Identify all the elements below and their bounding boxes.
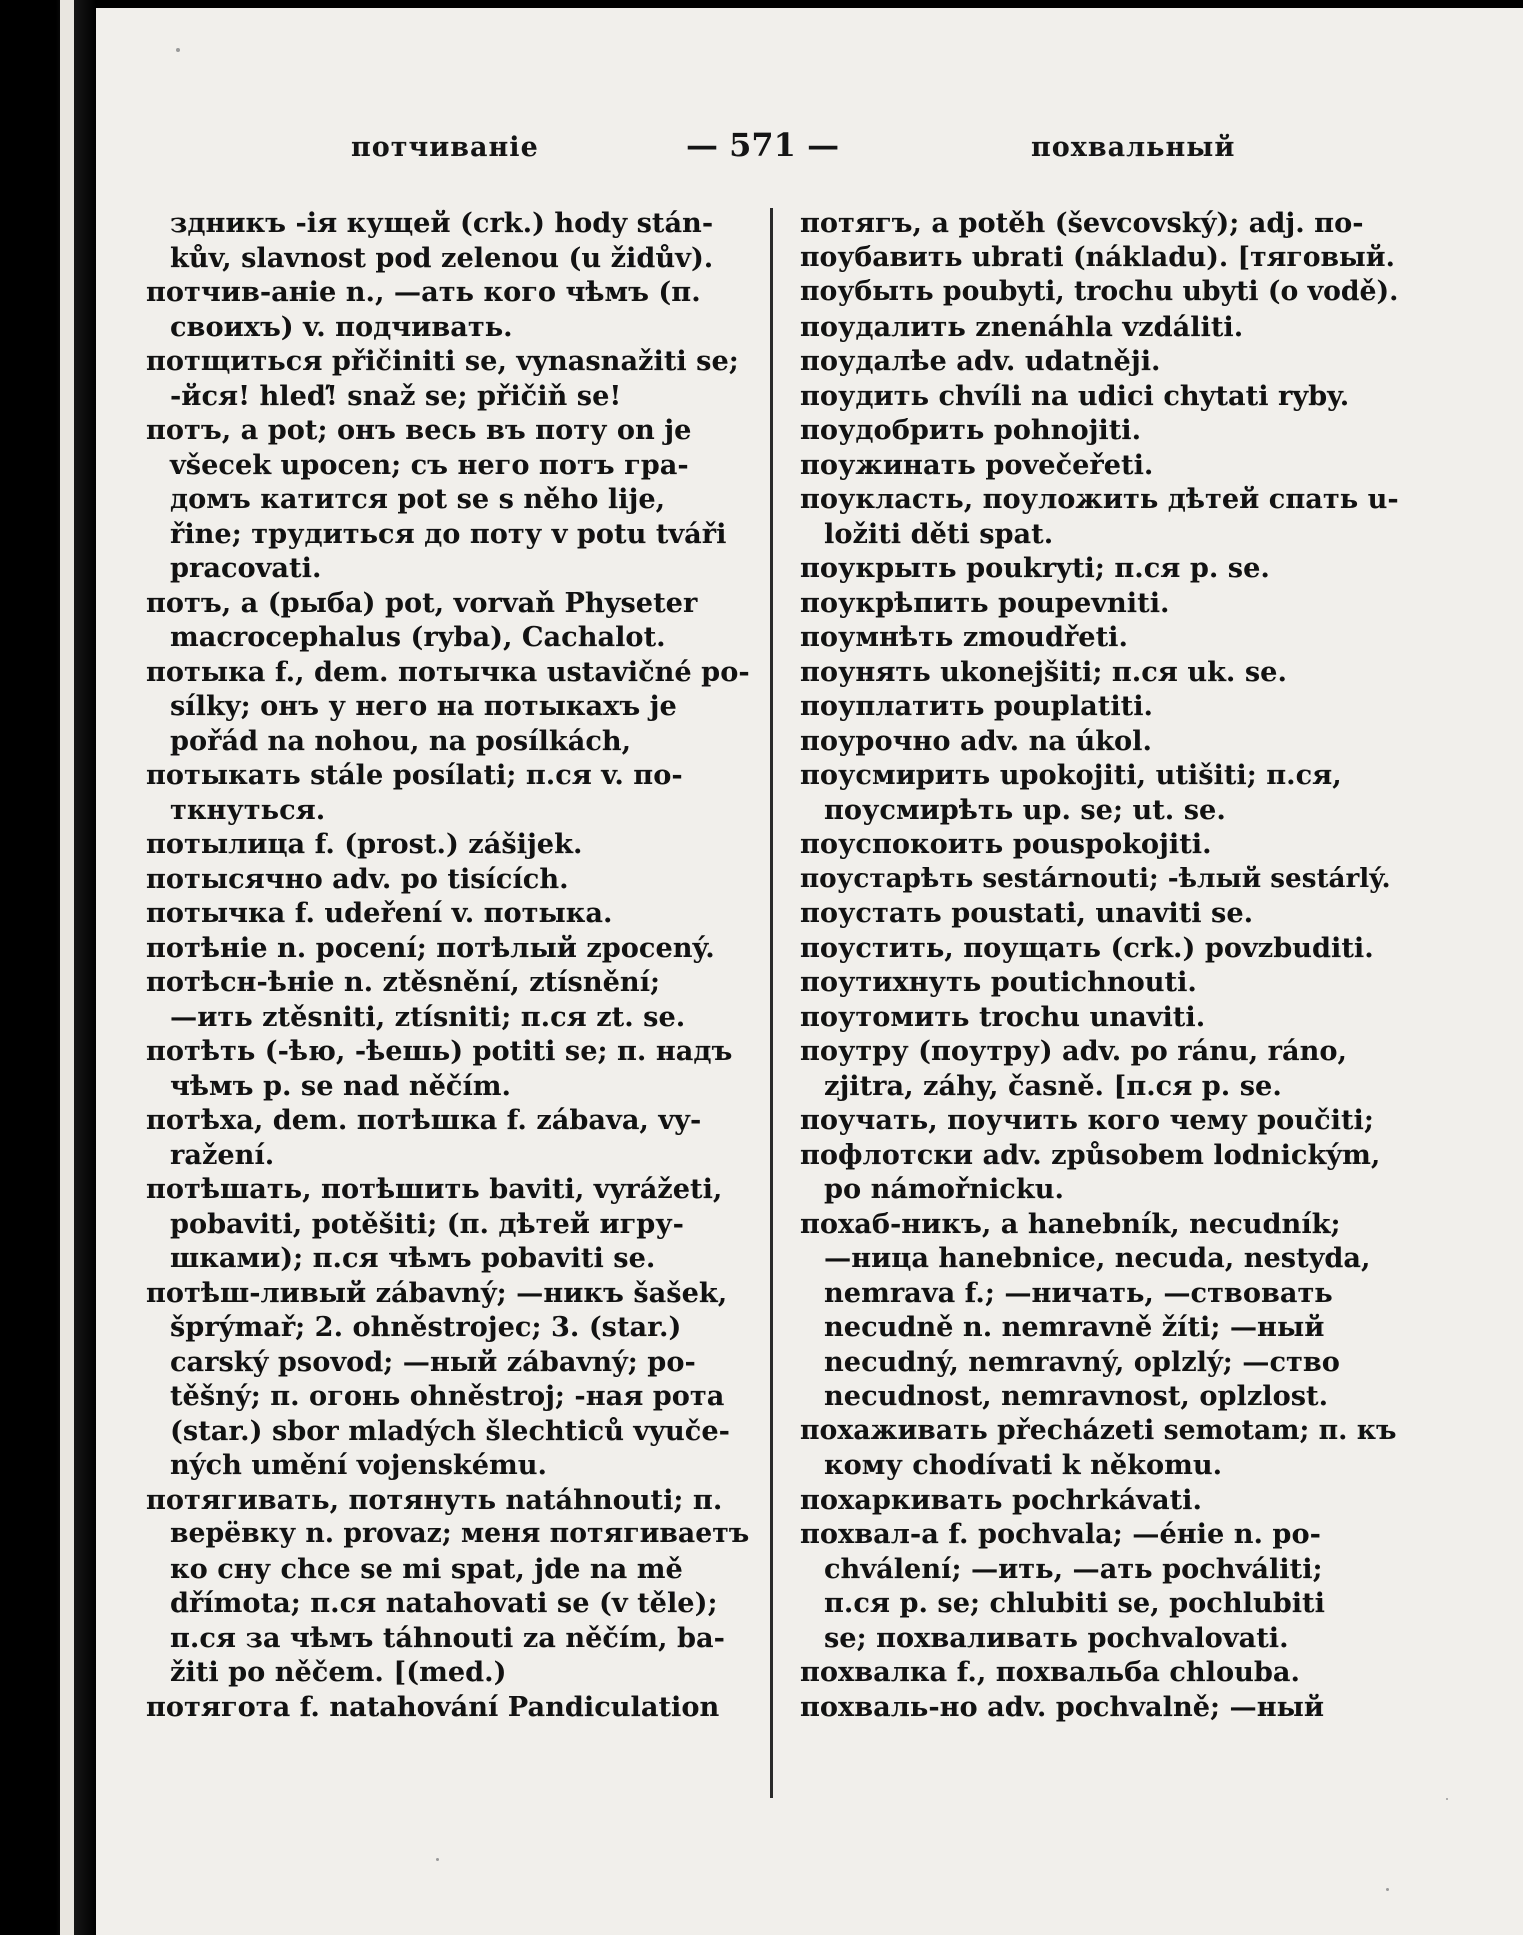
dictionary-line: těšný; п. огонь ohněstroj; -ная рота (170, 1380, 725, 1412)
dictionary-line: похаркивать pochrkávati. (800, 1483, 1202, 1516)
dictionary-line: ražení. (170, 1138, 275, 1171)
dictionary-line: ložiti děti spat. (824, 517, 1054, 550)
dictionary-line: похвалка f., похвальба chlouba. (800, 1656, 1300, 1688)
dictionary-line: чѣмъ p. se nad něčím. (170, 1069, 511, 1102)
dictionary-line: поутомить trochu unaviti. (800, 1000, 1206, 1033)
dictionary-line: потѣсн-ѣніе n. ztěsnění, ztísnění; (146, 966, 661, 998)
left-column (146, 206, 756, 1724)
dictionary-line: (star.) sbor mladých šlechticů vyuče- (170, 1414, 730, 1447)
dictionary-line: ткнуться. (170, 793, 326, 826)
dictionary-line: pobaviti, potěšiti; (п. дѣтей игру- (170, 1207, 684, 1240)
paper-speck (1386, 1888, 1389, 1891)
dictionary-line: поукрыть poukryti; п.ся p. se. (800, 552, 1270, 584)
dictionary-line: потычка f. udeření v. потыка. (146, 897, 613, 929)
book-spine-edge (0, 0, 96, 1935)
dictionary-line: se; похваливать pochvalovati. (824, 1621, 1289, 1654)
column-divider (770, 208, 773, 1798)
dictionary-line: поустить, поущать (crk.) povzbuditi. (800, 931, 1374, 964)
paper-speck (436, 1858, 439, 1861)
dictionary-line: nemrava f.; —ничать, —ствовать (824, 1276, 1333, 1309)
dictionary-line: похаживать přecházeti semotam; п. къ (800, 1414, 1397, 1446)
dictionary-line: řine; трудиться до поту v potu tváři (170, 517, 727, 550)
dictionary-page (96, 8, 1523, 1935)
dictionary-line: своихъ) v. подчивать. (170, 310, 513, 343)
dictionary-line: потщиться přičiniti se, vynasnažiti se; (146, 345, 739, 377)
running-head-left-word: потчиваніе (351, 132, 539, 163)
dictionary-line: потягивать, потянуть natáhnouti; п. (146, 1483, 723, 1516)
dictionary-line: п.ся за чѣмъ táhnouti za něčím, ba- (170, 1621, 725, 1654)
dictionary-line: kův, slavnost pod zelenou (u židův). (170, 241, 714, 274)
dictionary-line: macrocephalus (ryba), Cachalot. (170, 621, 666, 653)
dictionary-line: потчив-аніе n., —ать кого чѣмъ (п. (146, 276, 701, 308)
dictionary-line: поунять ukonejšiti; п.ся uk. se. (800, 655, 1287, 688)
dictionary-line: поустать poustati, unaviti se. (800, 897, 1254, 929)
dictionary-line: поубыть poubyti, trochu ubyti (o vodě). (800, 276, 1399, 307)
dictionary-line: потѣть (-ѣю, -ѣешь) potiti se; п. надъ (146, 1035, 733, 1067)
dictionary-line: necudně n. nemravně žíti; —ный (824, 1311, 1325, 1343)
dictionary-line: шками); п.ся чѣмъ pobaviti se. (170, 1242, 656, 1274)
dictionary-line: pracovati. (170, 552, 322, 584)
dictionary-line: поуспокоить pouspokojiti. (800, 828, 1212, 860)
dictionary-line: zjitra, záhy, časně. [п.ся p. se. (824, 1069, 1282, 1102)
dictionary-line: потягъ, a potěh (ševcovský); adj. по- (800, 207, 1364, 239)
dictionary-line: поудалѣе adv. udatněji. (800, 345, 1161, 377)
dictionary-line: домъ катится pot se s něho lije, (170, 483, 666, 515)
dictionary-line: carský psovod; —ный zábavný; po- (170, 1345, 696, 1378)
dictionary-line: поукласть, поуложить дѣтей спать u- (800, 483, 1399, 515)
dictionary-line: dřímota; п.ся natahovati se (v těle); (170, 1587, 718, 1619)
dictionary-line: -йся! hleď! snaž se; přičiň se! (170, 379, 622, 412)
running-head-right-word: похвальный (1031, 132, 1236, 163)
dictionary-line: šprýmař; 2. ohněstrojec; 3. (star.) (170, 1311, 682, 1343)
dictionary-line: поутихнуть poutichnouti. (800, 966, 1197, 998)
paper-speck (1446, 1798, 1448, 1800)
dictionary-line: поукрѣпить poupevniti. (800, 586, 1170, 619)
dictionary-line: поудалить znenáhla vzdáliti. (800, 310, 1244, 343)
dictionary-line: —ница hanebnice, necuda, nestyda, (824, 1242, 1371, 1274)
dictionary-line: поудобрить pohnojiti. (800, 414, 1142, 446)
dictionary-line: chválení; —ить, —ать pochváliti; (824, 1552, 1323, 1585)
dictionary-line: верёвку n. provaz; меня потягиваетъ (170, 1518, 750, 1549)
dictionary-line: sílky; онъ у него на потыкахъ je (170, 690, 677, 722)
dictionary-line: потѣніе n. pocení; потѣлый zpocený. (146, 931, 715, 964)
dictionary-line: поутру (поутру) adv. po ránu, ráno, (800, 1035, 1347, 1067)
dictionary-line: necudnost, nemravnost, oplzlost. (824, 1380, 1329, 1412)
dictionary-line: necudný, nemravný, oplzlý; —ство (824, 1345, 1340, 1378)
dictionary-line: поучать, поучить кого чему poučiti; (800, 1104, 1374, 1136)
dictionary-line: поустарѣть sestárnouti; -ѣлый sestárlý. (800, 862, 1391, 894)
dictionary-line: žiti po něčem. [(med.) (170, 1656, 507, 1688)
running-head (96, 126, 1523, 166)
dictionary-line: потыкать stále posílati; п.ся v. по- (146, 759, 683, 791)
dictionary-line: потѣш-ливый zábavný; —никъ šašek, (146, 1276, 728, 1309)
dictionary-line: поусмирить upokojiti, utišiti; п.ся, (800, 759, 1342, 791)
page-number: — 571 — (686, 126, 840, 164)
dictionary-line: ко сну chce se mi spat, jde na mě (170, 1552, 683, 1585)
dictionary-line: здникъ -ія кущей (crk.) hody stán- (170, 207, 714, 239)
dictionary-line: поуплатить pouplatiti. (800, 690, 1153, 722)
dictionary-line: потѣшать, потѣшить baviti, vyrážeti, (146, 1173, 723, 1205)
dictionary-line: потѣха, dem. потѣшка f. zábava, vy- (146, 1104, 702, 1136)
dictionary-line: потягота f. natahování Pandiculation (146, 1690, 720, 1723)
page-edge-strip (60, 0, 74, 1935)
dictionary-line: po námořnicku. (824, 1173, 1064, 1205)
dictionary-line: všecek upocen; съ него потъ гра- (170, 448, 689, 481)
dictionary-line: похаб-никъ, a hanebník, necudník; (800, 1207, 1341, 1240)
dictionary-line: потылица f. (prost.) zášijek. (146, 828, 583, 860)
dictionary-line: поубавить ubrati (nákladu). [тяговый. (800, 241, 1395, 273)
dictionary-line: поусмирѣть up. se; ut. se. (824, 793, 1226, 826)
dictionary-line: ných umění vojenskému. (170, 1449, 548, 1481)
dictionary-line: поужинать povečeřeti. (800, 448, 1154, 481)
dictionary-line: потысячно adv. po tisících. (146, 862, 569, 895)
paper-speck (176, 48, 180, 52)
dictionary-line: потыка f., dem. потычка ustavičné po- (146, 655, 750, 688)
dictionary-line: похвал-а f. pochvala; —éніе n. po- (800, 1518, 1321, 1550)
dictionary-line: pořád na nohou, na posílkách, (170, 724, 632, 757)
dictionary-line: потъ, a pot; онъ весь въ поту on je (146, 414, 692, 446)
right-column (800, 206, 1400, 1724)
dictionary-line: п.ся p. se; chlubiti se, pochlubiti (824, 1587, 1325, 1619)
dictionary-line: похваль-но adv. pochvalně; —ный (800, 1690, 1325, 1723)
dictionary-line: поумнѣть zmoudřeti. (800, 621, 1128, 653)
dictionary-line: кому chodívati k někomu. (824, 1449, 1223, 1481)
dictionary-line: пофлотски adv. způsobem lodnickým, (800, 1138, 1381, 1171)
dictionary-line: —ить ztěsniti, ztísniti; п.ся zt. se. (170, 1000, 686, 1033)
dictionary-line: поудить chvíli na udici chytati ryby. (800, 379, 1350, 412)
dictionary-line: поурочно adv. na úkol. (800, 724, 1152, 757)
dictionary-line: потъ, a (рыба) pot, vorvaň Physeter (146, 586, 698, 619)
